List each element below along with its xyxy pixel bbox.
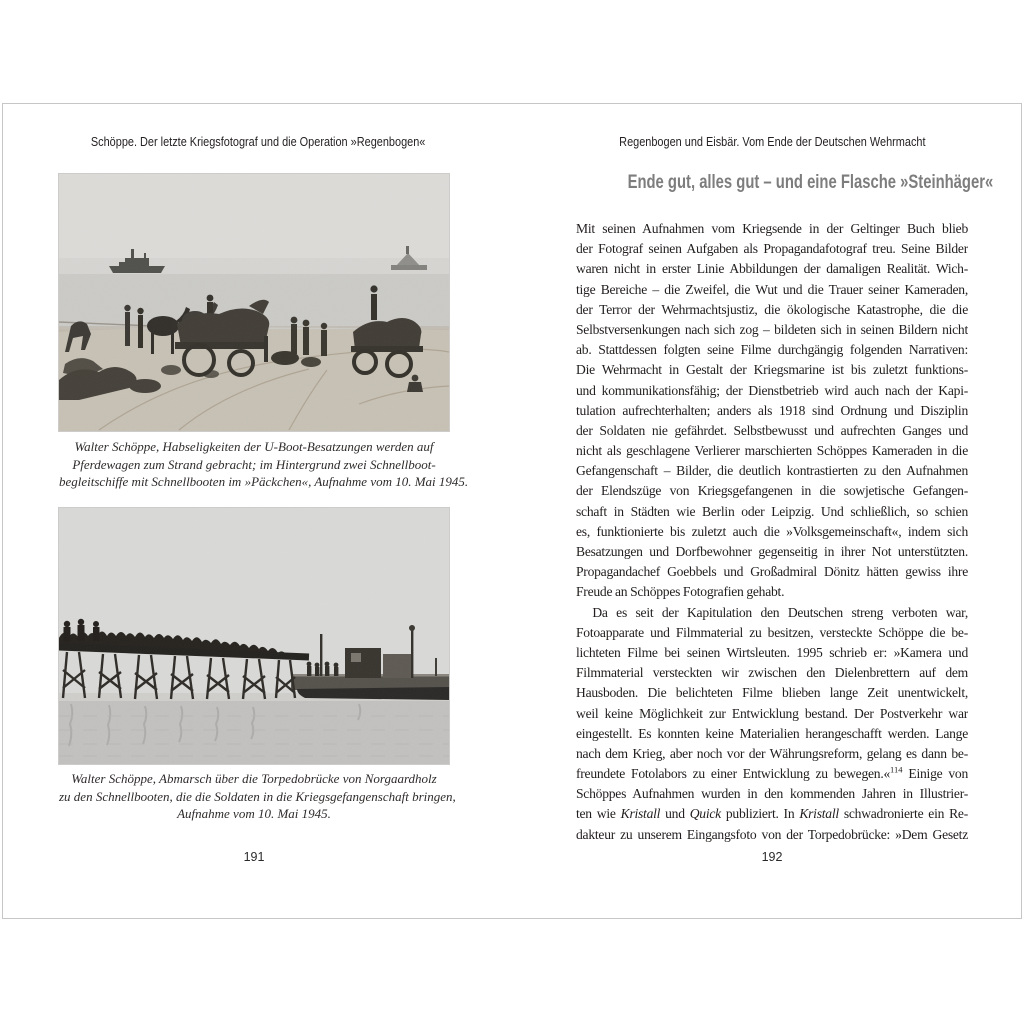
- body-line: lichteten Filme bei seinen Wirtsleuten. 1995 schrieb er: »Kamera und: [576, 644, 968, 660]
- photo-beach-scene: [59, 174, 449, 431]
- body-line: nach dem Krieg, aber noch vor der Währungsreform, gelang es dann be-: [576, 745, 968, 761]
- photo-caption-2: [59, 770, 456, 823]
- caption-line: Walter Schöppe, Habseligkeiten der U-Boot-Besatzungen werden auf: [74, 439, 434, 454]
- running-head-right: Regenbogen und Eisbär. Vom Ende der Deutschen Wehrmacht: [618, 134, 926, 149]
- body-line: Freude an Schöppes Fotografien gehabt.: [576, 584, 785, 600]
- body-line: Schöppes Aufnahmen wurden in den kommenden Jahren in Illustrier-: [576, 786, 968, 802]
- body-line: Besatzungen und Dorfbewohner gegenseitig in ihrer Not unterstützten.: [576, 544, 968, 559]
- left-page: [3, 104, 512, 918]
- body-line: Selbstversenkungen nach sich zog – bildeten sich in seinen Bildern nicht: [576, 321, 968, 337]
- caption-line: Aufnahme vom 10. Mai 1945.: [177, 806, 331, 821]
- body-line: Mit seinen Aufnahmen vom Kriegsende in der Geltinger Buch blieb: [576, 221, 968, 236]
- body-line: Propagandachef Goebbels und Großadmiral Dönitz hätten gewiss ihre: [576, 564, 968, 580]
- body-line: Filmmaterial versteckten wir zwischen den Dielenbrettern auf dem: [576, 665, 968, 681]
- body-line: tige Bereiche – die Zweifel, die Wut und die Trauer seiner Kameraden,: [576, 281, 968, 297]
- photo-caption-1: [59, 438, 469, 491]
- body-line: es, funktionierte bis zuletzt auch die »Volksgemeinschaft«, indem sich: [576, 523, 968, 539]
- caption-line: zu den Schnellbooten, die die Soldaten in die Kriegsgefangenschaft bringen,: [59, 788, 456, 804]
- body-line: waren nicht in erster Linie Abbildungen der damaligen Realität. Wich-: [576, 261, 968, 277]
- body-line: freundete Fotolabors zu einer Entwicklung zu bewegen.«$^{114}$ Einige von: [576, 764, 968, 782]
- body-line: nicht als geschlagene Verlierer marschierten Schöppes Kameraden in die: [576, 443, 968, 459]
- caption-line: Walter Schöppe, Abmarsch über die Torpedobrücke von Norgaardholz: [71, 771, 437, 786]
- right-page: [512, 104, 1021, 918]
- page-number-left: 191: [243, 850, 265, 864]
- body-line: der Fotograf seinen Aufgaben als Propagandafotograf treu. Seine Bilder: [576, 241, 968, 257]
- caption-line: Pferdewagen zum Strand gebracht; im Hintergrund zwei Schnellboot-: [72, 456, 436, 472]
- chapter-heading: Ende gut, alles gut – und eine Flasche »Steinhäger«: [627, 172, 994, 193]
- body-line: ten wie Kristall und Quick publiziert. In Kristall schwadronierte ein Re-: [576, 806, 968, 822]
- body-line: Gefangenschaft – Bilder, die deutlich kontrastierten zu den Aufnahmen: [576, 463, 968, 479]
- body-line: dakteur zu unserem Eingangsfoto von der Torpedobrücke: »Dem Gesetz: [576, 826, 968, 842]
- caption-line: begleitschiffe mit Schnellbooten im »Päckchen«, Aufnahme vom 10. Mai 1945.: [59, 474, 469, 489]
- page-number-right: 192: [761, 850, 783, 864]
- body-line: Die Wehrmacht in Gestalt der Kriegsmarine ist bis zuletzt funktions-: [576, 362, 968, 378]
- body-text: [576, 219, 968, 845]
- body-line: eingestellt. Es konnten keine Materialien herangeschafft werden. Lange: [576, 725, 968, 741]
- body-line: schaft in Städten wie Berlin oder Leipzig. Und schließlich, so schien: [576, 503, 968, 519]
- body-line: der Elendszüge von Kriegsgefangenen in die sowjetische Gefangen-: [576, 483, 968, 499]
- body-line: Fotoapparate und Filmmaterial zu besitzen, versteckte Schöppe die be-: [576, 624, 968, 640]
- body-line: Hausboden. Die belichteten Filme blieben lange Zeit unentwickelt,: [576, 685, 968, 701]
- body-line: der Terror der Wehrmachtsjustiz, die ökologische Katastrophe, die die: [576, 301, 968, 317]
- running-head-left: Schöppe. Der letzte Kriegsfotograf und die Operation »Regenbogen«: [90, 134, 426, 149]
- body-line: der Soldaten nie gefährdet. Selbstbewusst und aufrechten Ganges und: [576, 422, 968, 438]
- photo-pier-scene: [59, 508, 449, 764]
- body-line: tulation aufrechterhalten; anders als 1918 sind Ordnung und Disziplin: [576, 402, 968, 418]
- body-line: ab. Stattdessen folgten seine Filme durchgängig folgenden Narrativen:: [576, 342, 968, 358]
- body-line: weil keine Möglichkeit zur Entwicklung bestand. Der Postverkehr war: [576, 705, 968, 721]
- book-spread: [2, 103, 1022, 919]
- body-line: Da es seit der Kapitulation den Deutschen streng verboten war,: [592, 604, 968, 620]
- body-line: und kommunikationsfähig; der Dienstbetrieb wird auch nach der Kapi-: [576, 382, 968, 398]
